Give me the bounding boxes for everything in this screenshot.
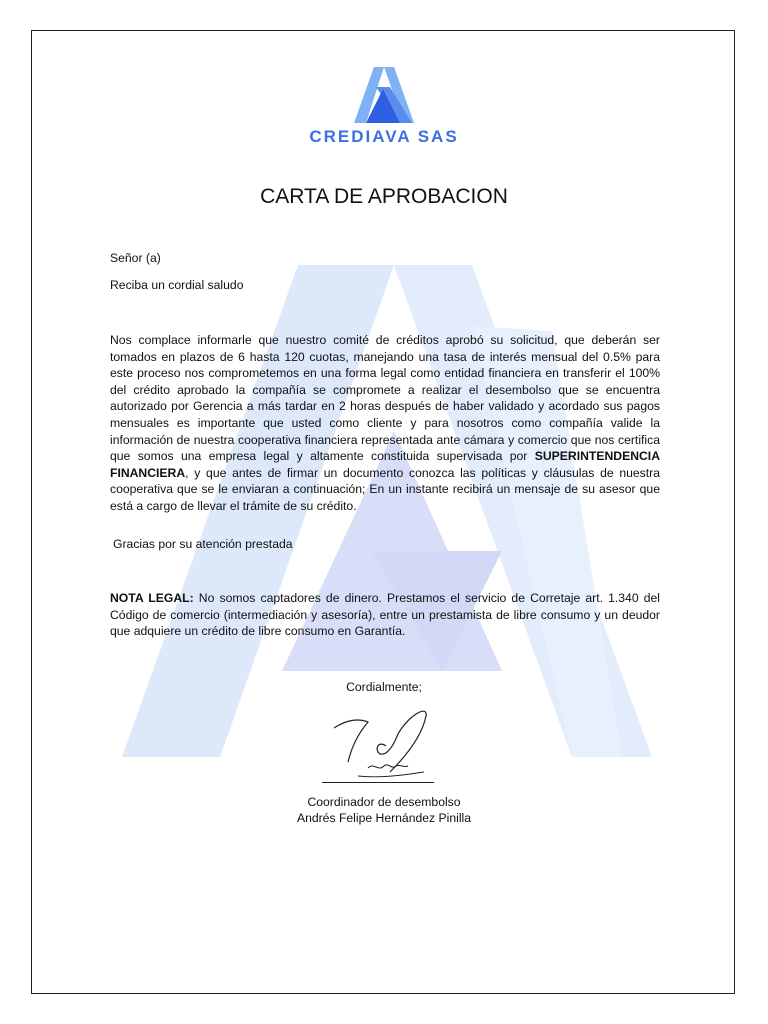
body-text-part-1: Nos complace informarle que nuestro comité de créditos aprobó su solicitud, que deberán ser tomados en plazos de 6 hasta 120 cuotas, manejando una tasa de interés mensual del 0.5% para este proceso nos comprometemos en una forma legal como entidad financiera en transferir el 100% del crédito aprobado la compañía se compromete a realizar el desembolso que se encuentra autorizado por Gerencia a más tardar en 2 horas después de haber validado y acordado sus pagos mensuales es importante que usted como cliente y para nosotros como compañía valide la información de nuestra cooperativa financiera representada ante cámara y comercio que nos certifica que somos una empresa legal y altamente constituida supervisada por xyxy=(110,333,660,464)
body-text-part-2: , y que antes de firmar un documento conozca las políticas y cláusulas de nuestra cooperativa que se le enviaran a continuación; En un instante recibirá un mensaje de su asesor que está a cargo de llevar el trámite de su crédito. xyxy=(110,465,660,513)
thanks-line: Gracias por su atención prestada xyxy=(113,537,293,551)
signer-role: Coordinador de desembolso xyxy=(307,795,461,809)
greeting: Reciba un cordial saludo xyxy=(110,278,244,292)
brand-name: CREDIAVA SAS xyxy=(309,127,459,146)
closing: Cordialmente; xyxy=(346,680,422,694)
legal-label: NOTA LEGAL: xyxy=(110,591,194,605)
salutation: Señor (a) xyxy=(110,251,161,265)
crediava-logo-icon xyxy=(350,63,420,123)
letter-page xyxy=(31,30,735,994)
page-title: CARTA DE APROBACION xyxy=(260,185,508,208)
signature-icon xyxy=(328,706,438,786)
legal-text: No somos captadores de dinero. Prestamos el servicio de Corretaje art. 1.340 del Código de comercio (intermediación y asesoría), entre un prestamista de libre consumo y un deudor que adquiere un crédito de libre consumo en Garantía. xyxy=(110,591,660,639)
signer-name: Andrés Felipe Hernández Pinilla xyxy=(296,811,472,825)
signature-line xyxy=(322,782,434,783)
body-text-bold: SUPERINTENDENCIA FINANCIERA xyxy=(110,449,660,480)
letter-body xyxy=(110,332,660,515)
legal-note xyxy=(110,590,660,640)
